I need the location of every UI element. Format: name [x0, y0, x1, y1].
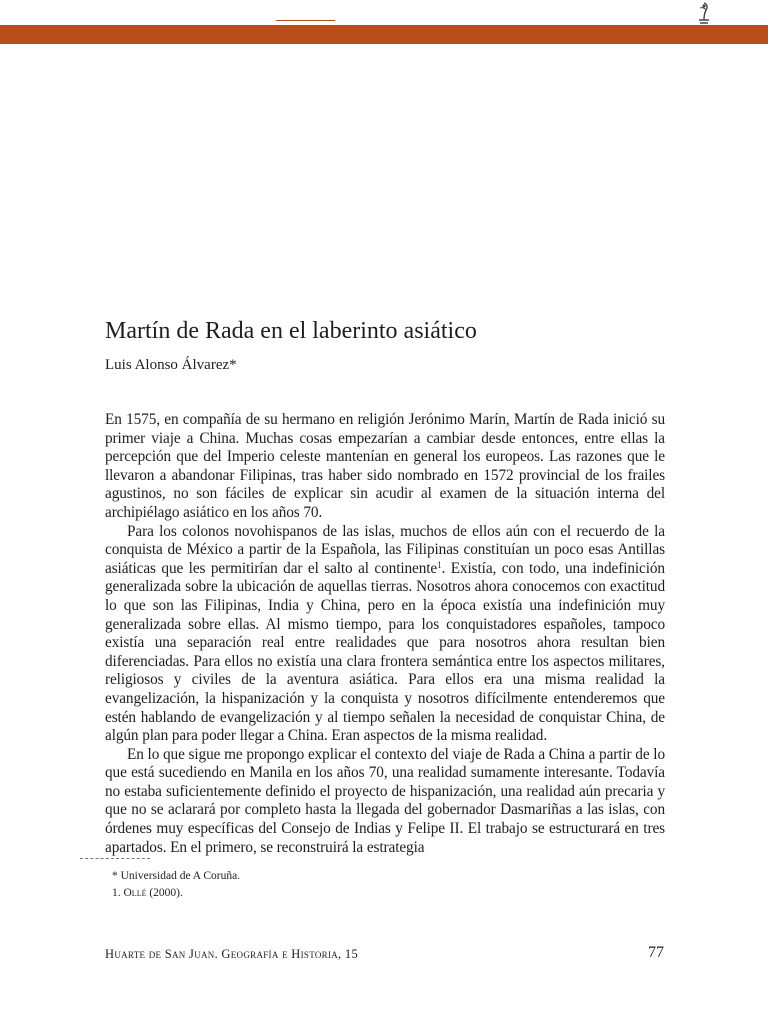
page-number: 77: [648, 944, 664, 961]
footnote-affiliation: * Universidad de A Coruña.: [112, 870, 241, 882]
footnote-ref-1: 1: [437, 559, 442, 570]
footnote-1: [112, 885, 240, 902]
paragraph-2-start: Para los colonos novohispanos de las islas, muchos de ellos aún con el recuerdo de la conquista de México a partir de la Española, las Filipinas constituían un poco esas Antillas asiáticas que les permitirían dar el salto al continente: [105, 522, 665, 577]
paragraph-2: [105, 523, 665, 746]
paragraph-1: En 1575, en compañía de su hermano en religión Jerónimo Marín, Martín de Rada inició su primer viaje a China. Muchas cosas empezarían a cambiar desde entonces, entre ellas la percepción que del Imperio celeste mantenían en general los europeos. Las razones que le llevaron a abandonar Filipinas, tras haber sido nombrado en 1572 provincial de los frailes agustinos, no son fáciles de explicar sin acudir al examen de la situación interna del archipiélago asiático en los años 70.: [105, 411, 665, 521]
running-head: Huarte de San Juan. Geografía e Historia, 15: [105, 947, 359, 961]
footnotes: [112, 868, 240, 902]
footnote-1-year: (2000).: [146, 887, 183, 899]
paragraph-3: En lo que sigue me propongo explicar el contexto del viaje de Rada a China a partir de lo que está sucediendo en Manila en los años 70, una realidad sumamente interesante. Todavía no estaba suficientemente definido el proyecto de hispanización, una realidad aún precaria y que no se aclarará por completo hasta la llegada del gobernador Dasmariñas a las islas, con órdenes muy específicas del Consejo de Indias y Felipe II. El trabajo se estructurará en tres apartados. En el primero, se reconstruirá la estrategia: [105, 745, 665, 856]
header-rule: [276, 20, 335, 21]
article-author: Luis Alonso Álvarez*: [105, 357, 237, 373]
footnote-1-author: Ollé: [123, 887, 147, 899]
paragraph-2-end: . Existía, con todo, una indefinición generalizada sobre la ubicación de aquellas tierras. Nosotros ahora conocemos con exactitud lo que son las Filipinas, India y China, pero en la época existía una indefinición muy generalizada sobre ellas. Al mismo tiempo, para los conquistadores españoles, tampoco existía una separación real entre realidades que para nosotros ahora resultan bien diferenciadas. Para ellos no existía una clara frontera semántica entre los aspectos militares, religiosos y civiles de la aventura asiática. Para ellos era una misma realidad la evangelización, la hispanización y la conquista y nosotros difícilmente entenderemos que estén hablando de evangelización y al tiempo señalen la necesidad de conquistar China, de algún plan para poder llegar a China. Eran aspectos de la misma realidad.: [105, 559, 665, 745]
footnote-rule: [80, 858, 150, 859]
article-title: Martín de Rada en el laberinto asiático: [105, 318, 477, 344]
header-bar: [0, 25, 768, 44]
quill-icon: [694, 2, 714, 24]
footnote-1-number: 1.: [112, 887, 124, 899]
article-body: [105, 411, 665, 857]
